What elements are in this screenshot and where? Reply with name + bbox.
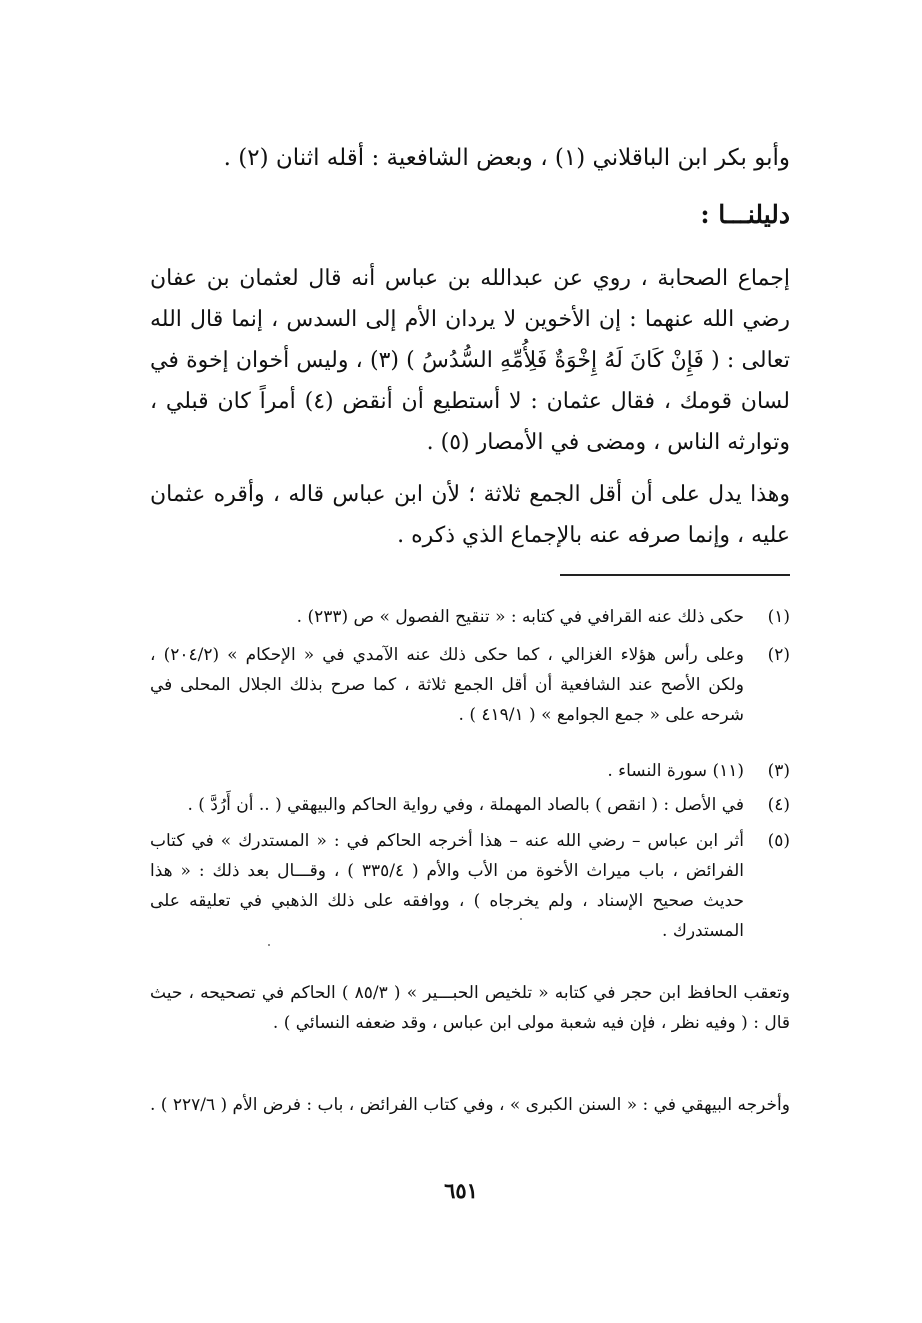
scan-speck xyxy=(268,944,270,946)
footnote-4 xyxy=(150,790,790,820)
paragraph-consensus: إجماع الصحابة ، روي عن عبدالله بن عباس أنه قال لعثمان بن عفان رضي الله عنهما : إن الأخوين لا يردان الأم إلى السدس ، إنما قال الله تعالى : ( فَإِنْ كَانَ لَهُ إِخْوَةٌ فَلِأُمِّهِ السُّدُسُ ) (٣) ، وليس أخوان إخوة في لسان قومك ، فقال عثمان : لا أستطيع أن أنقض (٤) أمراً كان قبلي ، وتوارثه الناس ، ومضى في الأمصار (٥) . xyxy=(150,266,791,455)
footnote-number: (١) xyxy=(767,607,790,627)
footnote-text: أثر ابن عباس – رضي الله عنه – هذا أخرجه الحاكم في : « المستدرك » في كتاب الفرائض ، باب ميراث الأخوة من الأب والأم ( ٣٣٥/٤ ) ، وقـــال بعد ذلك : « هذا حديث صحيح الإسناد ، ولم يخرجاه ) ، ووافقه على ذلك الذهبي في تعليقه على المستدرك . xyxy=(150,831,744,941)
footnote-2 xyxy=(150,640,790,730)
page-number: ٦٥١ xyxy=(444,1178,478,1203)
scan-speck xyxy=(520,918,522,920)
paragraph-conclusion: وهذا يدل على أن أقل الجمع ثلاثة ؛ لأن ابن عباس قاله ، وأقره عثمان عليه ، وإنما صرفه عنه بالإجماع الذي ذكره . xyxy=(150,482,790,548)
footnote-5-continuation-2: وأخرجه البيهقي في : « السنن الكبرى » ، وفي كتاب الفرائض ، باب : فرض الأم ( ٢٢٧/٦ ) . xyxy=(150,1095,790,1115)
footnote-text: حكى ذلك عنه القرافي في كتابه : « تنقيح الفصول » ص (٢٣٣) . xyxy=(296,607,744,627)
footnote-number: (٥) xyxy=(767,831,790,851)
footnote-number: (٣) xyxy=(767,761,790,781)
footnote-3 xyxy=(150,756,790,786)
footnote-number: (٢) xyxy=(767,645,790,665)
footnote-5-continuation-1: وتعقب الحافظ ابن حجر في كتابه « تلخيص الحبـــير » ( ٨٥/٣ ) الحاكم في تصحيحه ، حيث قال : ( وفيه نظر ، فإن فيه شعبة مولى ابن عباس ، وقد ضعفه النسائي ) . xyxy=(150,983,790,1033)
footnote-5 xyxy=(150,826,790,946)
footnote-number: (٤) xyxy=(767,795,790,815)
footnote-text: في الأصل : ( انقص ) بالصاد المهملة ، وفي رواية الحاكم والبيهقي ( .. أن أَرُدَّ ) . xyxy=(187,795,744,815)
intro-line: وأبو بكر ابن الباقلاني (١) ، وبعض الشافعية : أقله اثنان (٢) . xyxy=(223,145,790,171)
footnote-text: (١١) سورة النساء . xyxy=(607,761,744,781)
footnote-1 xyxy=(150,602,790,632)
footnote-text: وعلى رأس هؤلاء الغزالي ، كما حكى ذلك عنه الآمدي في « الإحكام » (٢٠٤/٢) ، ولكن الأصح عند الشافعية أن أقل الجمع ثلاثة ، كما صرح بذلك الجلال المحلى في شرحه على « جمع الجوامع » ( ٤١٩/١ ) . xyxy=(150,645,744,725)
footnote-divider xyxy=(560,574,790,576)
section-heading: دليلنـــا : xyxy=(700,200,790,229)
